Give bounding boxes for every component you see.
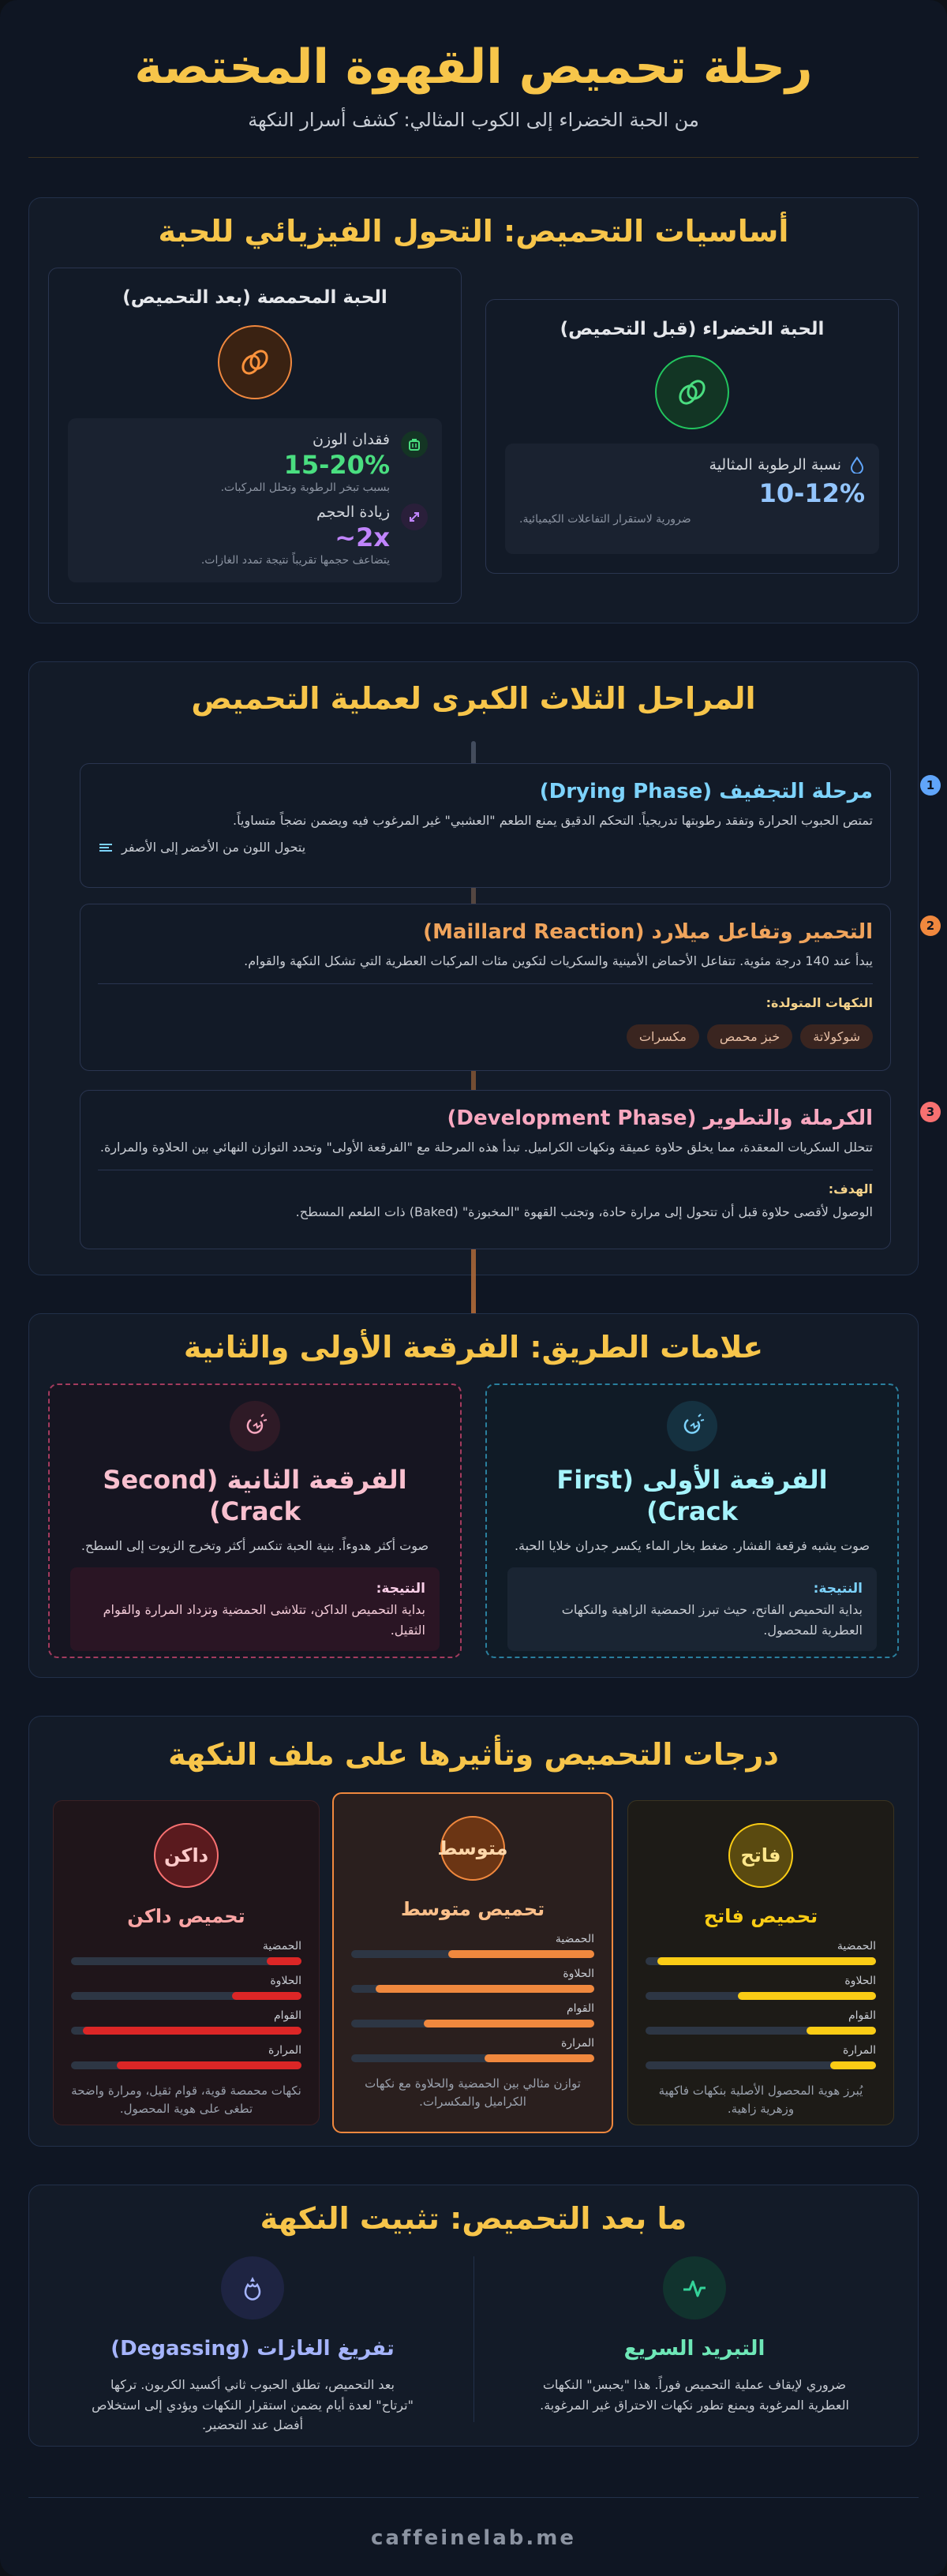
flavor-bar-label: الحلاوة [844, 1975, 876, 1987]
flavor-bar-track [351, 2054, 594, 2062]
phase-desc: يبدأ عند 140 درجة مئوية. تتفاعل الأحماض الأمينية والسكريات لتكوين مئات المركبات العطرية التي تشكل النكهة والقوام. [244, 953, 873, 968]
flavor-bar-label: القوام [848, 2009, 876, 2022]
volume-label: زيادة الحجم [316, 504, 390, 521]
footer-brand: caffeinelab.me [28, 2497, 919, 2550]
post-roast-title: ما بعد التحميص: تثبيت النكهة [260, 2201, 687, 2236]
cooling-block [484, 2256, 905, 2415]
moisture-label: نسبة الرطوبة المثالية [709, 456, 841, 474]
flavor-pill: شوكولاتة [800, 1024, 873, 1049]
flavor-bar-label: الحمضية [262, 1940, 301, 1953]
second-crack-card [48, 1383, 462, 1658]
phase-title: مرحلة التجفيف (Drying Phase) [539, 780, 873, 803]
flavor-bar-fill [83, 2027, 301, 2035]
scale-icon [401, 431, 428, 458]
roast-title: تحميص متوسط [400, 1898, 545, 1920]
flavor-bar-track [71, 1992, 301, 2000]
phase-development [80, 1090, 935, 1249]
volume-note: يتضاعف حجمها تقريباً نتيجة تمدد الغازات. [200, 554, 390, 567]
roast-note: توازن مثالي بين الحمضية والحلاوة مع نكهات الكراميل والمكسرات. [365, 2076, 581, 2109]
flavor-bar-track [351, 2020, 594, 2027]
flavor-bar-label: الحمضية [837, 1940, 876, 1953]
roast-note: نكهات محمصة قوية، قوام ثقيل، ومرارة واضحة تطغى على هوية المحصول. [71, 2084, 301, 2116]
flavor-bar-row [646, 2044, 876, 2069]
flavor-bar-track [71, 1957, 301, 1965]
flavor-bar-row [351, 1933, 594, 1958]
flavor-bar-track [646, 2061, 876, 2069]
phase-title: التحمير وتفاعل ميلارد (Maillard Reaction) [423, 920, 873, 944]
result-text: بداية التحميص الفاتح، حيث تبرز الحمضية الزاهية والنكهات العطرية للمحصول. [561, 1602, 863, 1638]
flavor-bar-track [71, 2061, 301, 2069]
flavor-bar-fill [117, 2061, 301, 2069]
flavor-bar-track [646, 1957, 876, 1965]
goal-label: الهدف: [828, 1181, 873, 1196]
moisture-stat [505, 444, 879, 554]
flavor-bars [646, 1940, 876, 2069]
roast-levels-section [28, 1716, 919, 2147]
roast-title: تحميص فاتح [703, 1905, 818, 1927]
flavor-bar-row [646, 1975, 876, 2000]
cooling-desc: ضروري لإيقاف عملية التحميص فوراً. هذا "يحبس" النكهات العطرية المرغوبة ويمنع تطور نكهات الاحتراق غير المرغوبة. [540, 2377, 849, 2413]
flavor-bar-label: الحمضية [555, 1933, 594, 1945]
roast-title: تحميص داكن [127, 1905, 245, 1927]
phase-desc: تتحلل السكريات المعقدة، مما يخلق حلاوة عميقة ونكهات الكراميل. تبدأ هذه المرحلة مع "الفرقعة الأولى" وتحدد التوازن النهائي بين الحلاوة والمرارة. [99, 1140, 873, 1155]
phase-divider [98, 983, 873, 984]
green-bean-icon [655, 355, 729, 429]
flavor-bar-fill [738, 1992, 876, 2000]
flavor-bar-row [351, 2002, 594, 2027]
green-bean-title: الحبة الخضراء (قبل التحميص) [560, 319, 825, 339]
flavor-bar-fill [232, 1992, 301, 2000]
roast-note: يُبرز هوية المحصول الأصلية بنكهات فاكهية وزهرية زاهية. [658, 2084, 863, 2116]
weight-loss-label: فقدان الوزن [313, 431, 390, 448]
second-crack-desc: صوت أكثر هدوءاً. بنية الحبة تنكسر أكثر وتخرج الزيوت إلى السطح. [80, 1538, 429, 1553]
flavor-bar-track [71, 2027, 301, 2035]
flavor-bar-row [351, 2037, 594, 2062]
cooling-title: التبريد السريع [623, 2337, 765, 2361]
flavor-bar-label: الحلاوة [563, 1968, 594, 1980]
fundamentals-section [28, 197, 919, 623]
weight-loss-note: بسبب تبخر الرطوبة وتحلل المركبات. [220, 481, 390, 494]
flavor-bar-track [351, 1950, 594, 1958]
roasted-stats [68, 418, 442, 582]
result-text: بداية التحميص الداكن، تتلاشى الحمضية وتزداد المرارة والقوام الثقيل. [103, 1602, 425, 1638]
phase-title: الكرملة والتطوير (Development Phase) [447, 1106, 873, 1130]
phase-desc: تمتص الحبوب الحرارة وتفقد رطوبتها تدريجياً. التحكم الدقيق يمنع الطعم "العشبي" غير المرغوب فيه ويضمن نضجاً متساوياً. [233, 813, 873, 828]
flavor-bar-fill [448, 1950, 594, 1958]
first-crack-result [507, 1567, 877, 1651]
flavor-bar-track [351, 1985, 594, 1993]
cracks-title: علامات الطريق: الفرقعة الأولى والثانية [183, 1330, 764, 1365]
flavor-bar-label: المرارة [268, 2044, 301, 2057]
moisture-note: ضرورية لاستقرار التفاعلات الكيميائية. [519, 513, 691, 526]
second-crack-title: الفرقعة الثانية (Second Crack) [103, 1465, 407, 1526]
droplet-icon [849, 456, 865, 474]
flavor-bar-label: القوام [566, 2002, 594, 2015]
thermometer-icon [98, 841, 114, 854]
flavor-bar-fill [830, 2061, 876, 2069]
phase-drying [80, 763, 935, 888]
roast-medium-card [332, 1792, 613, 2133]
flavor-bar-row [351, 1968, 594, 1993]
first-crack-title: الفرقعة الأولى (First Crack) [556, 1465, 828, 1526]
flavor-bar-label: القوام [273, 2009, 301, 2022]
second-crack-icon [230, 1401, 280, 1451]
flavor-bar-track [646, 1992, 876, 2000]
degassing-block [42, 2256, 463, 2436]
flavors-label: النكهات المتولدة: [765, 995, 873, 1010]
phase-note [98, 840, 873, 855]
phase-number: 2 [920, 915, 941, 936]
flavor-bar-fill [424, 2020, 594, 2027]
cracks-section [28, 1313, 919, 1678]
flavor-bar-fill [807, 2027, 876, 2035]
expand-icon [401, 504, 428, 530]
degassing-title: تفريغ الغازات (Degassing) [110, 2337, 395, 2361]
green-bean-card [485, 299, 899, 574]
first-crack-card [485, 1383, 899, 1658]
flavor-bar-row [71, 2044, 301, 2069]
roast-levels-title: درجات التحميص وتأثيرها على ملف النكهة [168, 1737, 779, 1772]
degassing-icon [221, 2256, 284, 2320]
flavor-bar-row [646, 2009, 876, 2035]
moisture-value: 10-12% [758, 478, 865, 508]
page-title: رحلة تحميص القهوة المختصة [134, 39, 813, 95]
roasted-bean-icon [218, 325, 292, 399]
flavor-bar-row [646, 1940, 876, 1965]
roast-badge: متوسط [440, 1816, 505, 1881]
roast-badge: فاتح [728, 1823, 793, 1888]
cooling-icon [663, 2256, 726, 2320]
flavor-pill: مكسرات [627, 1024, 699, 1049]
volume-value: ~2x [335, 522, 390, 552]
color-change-note: يتحول اللون من الأخضر إلى الأصفر [122, 840, 306, 855]
roasted-bean-title: الحبة المحمصة (بعد التحميص) [122, 287, 387, 308]
weight-loss-value: 15-20% [283, 450, 390, 480]
flavor-pills [98, 1024, 873, 1049]
roasted-bean-card [48, 268, 462, 604]
second-crack-result [70, 1567, 440, 1651]
result-label: النتيجة: [376, 1581, 425, 1597]
phase-number: 1 [920, 775, 941, 796]
result-label: النتيجة: [813, 1581, 863, 1597]
flavor-bar-fill [267, 1957, 301, 1965]
flavor-bar-row [71, 1975, 301, 2000]
flavor-bar-fill [376, 1985, 594, 1993]
flavor-bar-row [71, 1940, 301, 1965]
post-roast-section [28, 2185, 919, 2447]
goal-text: الوصول لأقصى حلاوة قبل أن تتحول إلى مرارة حادة، وتجنب القهوة "المخبوزة" (Baked) ذات الطعم المسطح. [295, 1204, 873, 1219]
flavor-bar-row [71, 2009, 301, 2035]
first-crack-desc: صوت يشبه فرقعة الفشار. ضغط بخار الماء يكسر جدران خلايا الحبة. [514, 1538, 870, 1553]
roast-light-card [627, 1800, 894, 2125]
phases-title: المراحل الثلاث الكبرى لعملية التحميص [191, 681, 756, 716]
flavor-bars [71, 1940, 301, 2069]
degassing-desc: بعد التحميص، تطلق الحبوب ثاني أكسيد الكربون. تركها "ترتاح" لعدة أيام يضمن استقرار النكهات ويؤدي إلى استخلاص أفضل عند التحضير. [92, 2377, 414, 2433]
flavor-bar-fill [657, 1957, 876, 1965]
phase-maillard [80, 904, 935, 1071]
flavor-bar-label: الحلاوة [270, 1975, 301, 1987]
first-crack-icon [667, 1401, 717, 1451]
roast-dark-card [53, 1800, 320, 2125]
roast-badge: داكن [154, 1823, 219, 1888]
flavor-bar-fill [485, 2054, 594, 2062]
fundamentals-title: أساسيات التحميص: التحول الفيزيائي للحبة [158, 214, 789, 249]
hero-header [28, 0, 919, 158]
page-subtitle: من الحبة الخضراء إلى الكوب المثالي: كشف أسرار النكهة [248, 109, 699, 131]
flavor-bars [351, 1933, 594, 2062]
phase-number: 3 [920, 1102, 941, 1122]
flavor-bar-label: المرارة [561, 2037, 594, 2050]
flavor-bar-track [646, 2027, 876, 2035]
flavor-pill: خبز محمص [707, 1024, 792, 1049]
phases-section [28, 661, 935, 1275]
flavor-bar-label: المرارة [843, 2044, 876, 2057]
